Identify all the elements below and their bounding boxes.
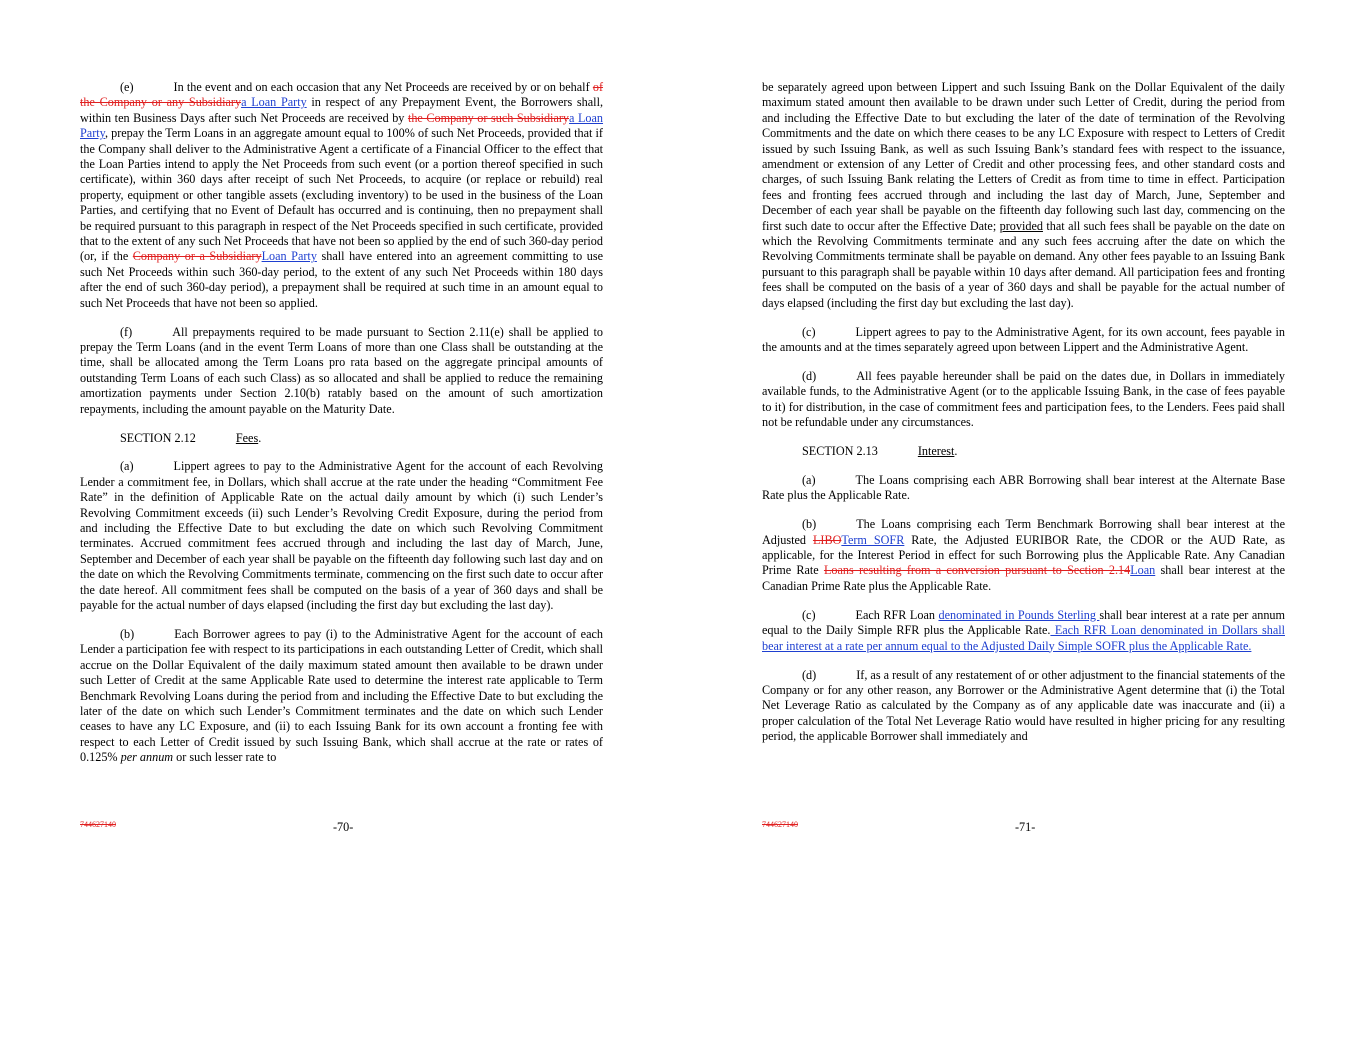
page-number: -70- bbox=[333, 820, 354, 834]
page-right bbox=[762, 80, 1285, 758]
paragraph-2-12-c: (c) Lippert agrees to pay to the Administrative Agent, for its own account, fees payable in the amounts and at the times separately agreed upon between Lippert and the Administrative Agent. bbox=[762, 324, 1285, 354]
inserted-text: Loan bbox=[1130, 563, 1156, 578]
paragraph-2-13-d: (d) If, as a result of any restatement of or other adjustment to the financial statements of the Company or for any other reason, any Borrower or the Administrative Agent determine that (i) the Total Net Leverage Ratio as calculated by the Company as of any applicable date was inaccurate and (ii) a proper calculation of the Total Net Leverage Ratio would have resulted in higher pricing for any resulting period, the applicable Borrower shall immediately and bbox=[762, 667, 1286, 744]
clause-mark: (d) bbox=[802, 667, 817, 682]
inserted-text: a Loan Party bbox=[80, 110, 604, 141]
inserted-text: Each RFR Loan denominated in Dollars shall bear interest at a rate per annum equal to the Adjusted Daily Simple SOFR plus the Applicable Rate. bbox=[762, 623, 1285, 653]
clause-mark: (c) bbox=[802, 607, 816, 622]
inserted-text: Term SOFR bbox=[841, 532, 905, 547]
clause-mark: (a) bbox=[120, 459, 134, 474]
paragraph-2-11-e: (e) In the event and on each occasion that any Net Proceeds are received by or on behalf of the Company or any Subsidiarya Loan Party in respect of any Prepayment Event, the Borrowers shall, within ten Business Days after such Net Proceeds are received by the Company or such Subsidiarya Loan Party, prepay the Term Loans in an aggregate amount equal to 100% of such Net Proceeds, provided that if the Company shall deliver to the Administrative Agent a certificate of a Financial Officer to the effect that the Loan Parties intend to apply the Net Proceeds from such event (or a portion thereof specified in such certificate), within 360 days after receipt of such Net Proceeds, to acquire (or replace or rebuild) real property, equipment or other tangible assets (excluding inventory) to be used in the business of the Loan Parties, and certifying that no Event of Default has occurred and is continuing, then no prepayment shall be required pursuant to this paragraph in respect of the Net Proceeds specified in such certificate, provided that to the extent of any such Net Proceeds that have not been so applied by the end of such 360-day period (or, if the Company or a SubsidiaryLoan Party shall have entered into an agreement committing to use such Net Proceeds within such 360-day period, to the extent of any such Net Proceeds within 180 days after the end of such 360-day period), a prepayment shall be required at such time in an amount equal to such Net Proceeds that have not been so applied. bbox=[80, 80, 604, 310]
paragraph-2-12-b-continued: be separately agreed upon between Lippert and such Issuing Bank on the Dollar Equivalent of the daily maximum stated amount then available to be drawn under such Letter of Credit, during the period from and including the Effective Date to but excluding the later of the date of termination of the Revolving Commitments and the date on which there ceases to be any LC Exposure with respect to Letters of Credit issued by such Issuing Bank, as well as such Issuing Bank’s standard fees with respect to the issuance, amendment or extension of any Letter of Credit and other processing fees, and other standard costs and charges, of such Issuing Bank relating the Letters of Credit as from time to time in effect. Participation fees and fronting fees accrued through and including the last day of March, June, September and December of each year shall be payable on the fifteenth day following such last day, commencing on the first such date to occur after the Effective Date; provided that all such fees shall be payable on the date on which the Revolving Commitments terminate and any such fees accruing after the date on which the Revolving Commitments terminate shall be payable on demand. Any other fees payable to an Issuing Bank pursuant to this paragraph shall be payable within 10 days after demand. All participation fees and fronting fees shall be computed on the basis of a year of 360 days and shall be payable for the actual number of days elapsed (including the first day but excluding the last day). bbox=[762, 80, 1285, 310]
section-title: Fees bbox=[235, 430, 259, 445]
paragraph-2-13-b: (b) The Loans comprising each Term Benchmark Borrowing shall bear interest at the Adjusted LIBOTerm SOFR Rate, the Adjusted EURIBOR Rate, the CDOR or the AUD Rate, as applicable, for the Interest Period in effect for such Borrowing plus the Applicable Rate. Any Canadian Prime Rate Loans resulting from a conversion pursuant to Section 2.14Loan shall bear interest at the Canadian Prime Rate plus the Applicable Rate. bbox=[762, 517, 1285, 593]
section-title: Interest bbox=[917, 444, 955, 459]
deleted-text: of the Company or any Subsidiary bbox=[80, 80, 603, 110]
underlined-text: provided bbox=[999, 218, 1043, 233]
clause-mark: (d) bbox=[802, 368, 817, 383]
clause-mark: (a) bbox=[802, 472, 816, 487]
deleted-text: LIBO bbox=[812, 532, 842, 547]
inserted-text: a Loan Party bbox=[241, 95, 307, 110]
section-number: SECTION 2.12 bbox=[120, 430, 196, 445]
paragraph-2-12-a: (a) Lippert agrees to pay to the Administrative Agent for the account of each Revolving Lender a commitment fee, in Dollars, which shall accrue at the rate under the heading “Commitment Fee Rate” in the definition of Applicable Rate on the actual daily amount by which (i) such Lender’s Revolving Commitment exceeds (ii) such Lender’s Revolving Credit Exposure, during the period from and including the Effective Date to but excluding the date on which such Revolving Commitment terminates. Accrued commitment fees accrued through and including the last day of March, June, September and December of each year shall be payable on the fifteenth day following such last day and on the date on which the Revolving Commitments terminate, commencing on the first such date to occur after the date hereof. All commitment fees shall be computed on the basis of a year of 360 days and shall be payable for the actual number of days elapsed (including the first day but excluding the last day). bbox=[80, 459, 603, 613]
clause-mark: (e) bbox=[120, 80, 134, 94]
clause-mark: (b) bbox=[120, 627, 135, 641]
page-left bbox=[80, 80, 603, 779]
deleted-text: Loans resulting from a conversion pursuant to Section 2.14 bbox=[823, 563, 1131, 578]
clause-mark: (f) bbox=[120, 324, 133, 339]
section-2-13-heading: SECTION 2.13 Interest. bbox=[802, 444, 958, 459]
clause-mark: (c) bbox=[802, 324, 816, 339]
footer-document-id: 744627140 bbox=[80, 820, 116, 829]
page-number: -71- bbox=[1015, 820, 1036, 834]
paragraph-2-13-c: (c) Each RFR Loan denominated in Pounds Sterling shall bear interest at a rate per annum equal to the Daily Simple RFR plus the Applicable Rate. Each RFR Loan denominated in Dollars shall bear interest at a rate per annum equal to the Adjusted Daily Simple SOFR plus the Applicable Rate. bbox=[762, 607, 1286, 653]
deleted-text: the Company or such Subsidiary bbox=[407, 110, 570, 125]
italic-text: per annum bbox=[120, 750, 174, 765]
clause-mark: (b) bbox=[802, 517, 817, 532]
paragraph-2-12-d: (d) All fees payable hereunder shall be paid on the dates due, in Dollars in immediately available funds, to the Administrative Agent (or to the applicable Issuing Bank, in the case of fees payable to it) for distribution, in the case of commitment fees and participation fees, to the Lenders. Fees paid shall not be refundable under any circumstances. bbox=[762, 368, 1285, 430]
footer-document-id: 744627140 bbox=[762, 820, 798, 829]
paragraph-2-11-f: (f) All prepayments required to be made pursuant to Section 2.11(e) shall be applied to prepay the Term Loans (and in the event Term Loans of more than one Class shall be outstanding at the time, shall be allocated among the Term Loans pro rata based on the aggregate principal amounts of outstanding Term Loans of each such Class) as so allocated and shall be applied to reduce the remaining amortization payments under Section 2.10(b) ratably based on the amount of such amortization repayments, including the amount payable on the Maturity Date. bbox=[80, 324, 603, 416]
inserted-text: Loan Party bbox=[261, 249, 317, 264]
section-2-12-heading: SECTION 2.12 Fees. bbox=[120, 430, 262, 445]
paragraph-2-13-a: (a) The Loans comprising each ABR Borrowing shall bear interest at the Alternate Base Rate plus the Applicable Rate. bbox=[762, 472, 1285, 503]
paragraph-2-12-b: (b) Each Borrower agrees to pay (i) to the Administrative Agent for the account of each Lender a participation fee with respect to its participations in each outstanding Letter of Credit, which shall accrue on the Dollar Equivalent of the daily maximum stated amount then available to be drawn under such Letter of Credit at the same Applicable Rate used to determine the interest rate applicable to Term Benchmark Revolving Loans during the period from and including the Effective Date to but excluding the later of the date on which such Lender’s Commitment terminates and the date on which such Lender ceases to have any LC Exposure, and (ii) to each Issuing Bank for its own account a fronting fee with respect to each Letter of Credit issued by such Issuing Bank, which shall accrue at the rate or rates of 0.125% per annum or such lesser rate to bbox=[80, 627, 603, 765]
deleted-text: Company or a Subsidiary bbox=[132, 249, 262, 264]
inserted-text: denominated in Pounds Sterling bbox=[938, 607, 1100, 622]
section-number: SECTION 2.13 bbox=[802, 444, 878, 459]
